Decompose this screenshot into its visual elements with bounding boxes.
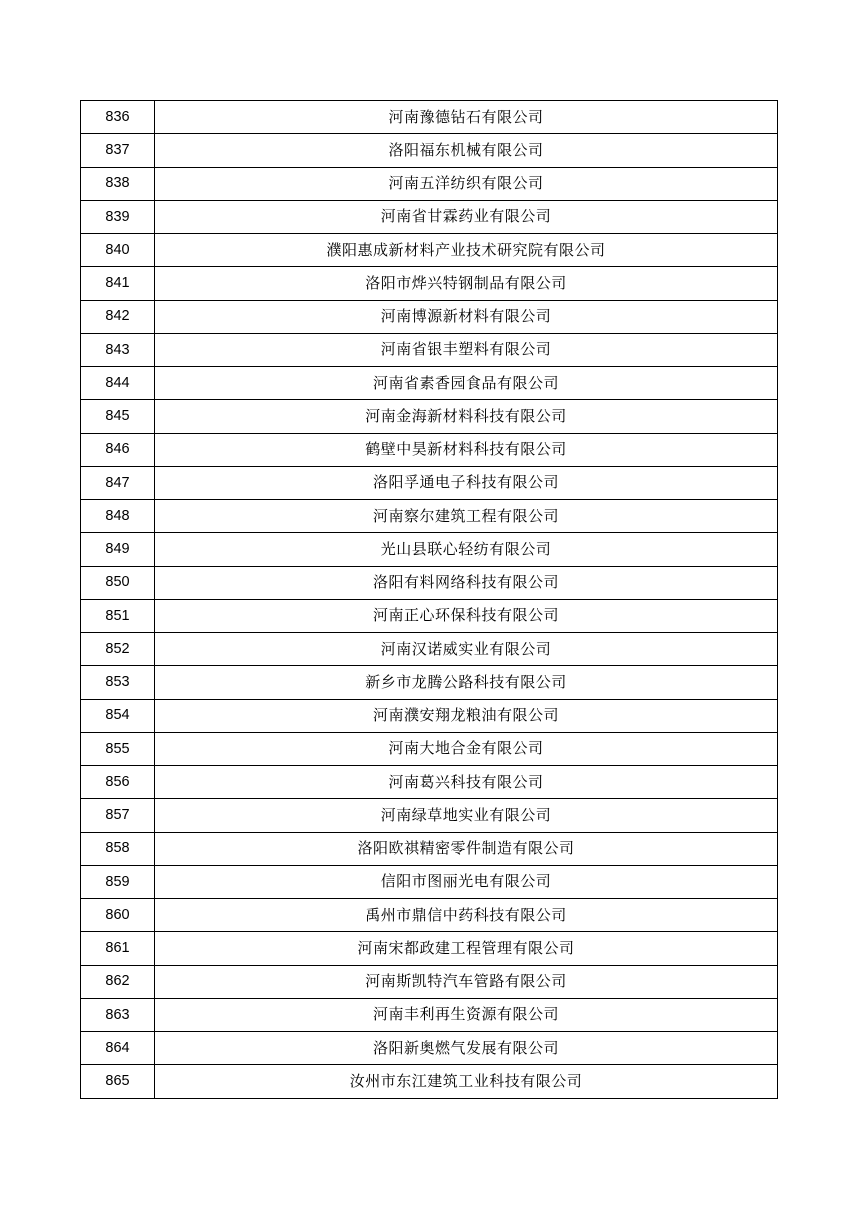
- row-number-cell: 842: [81, 300, 155, 333]
- company-name-cell: 河南绿草地实业有限公司: [155, 799, 778, 832]
- table-row: [81, 633, 778, 666]
- table-row: [81, 267, 778, 300]
- company-name-cell: 河南汉诺威实业有限公司: [155, 633, 778, 666]
- row-number-cell: 851: [81, 599, 155, 632]
- table-row: [81, 965, 778, 998]
- row-number-cell: 863: [81, 998, 155, 1031]
- row-number-cell: 844: [81, 367, 155, 400]
- row-number-cell: 859: [81, 865, 155, 898]
- table-row: [81, 766, 778, 799]
- table-row: [81, 1032, 778, 1065]
- company-name-cell: 河南葛兴科技有限公司: [155, 766, 778, 799]
- table-row: [81, 500, 778, 533]
- company-name-cell: 洛阳福东机械有限公司: [155, 134, 778, 167]
- table-row: [81, 666, 778, 699]
- row-number-cell: 846: [81, 433, 155, 466]
- table-row: [81, 732, 778, 765]
- row-number-cell: 865: [81, 1065, 155, 1098]
- row-number-cell: 837: [81, 134, 155, 167]
- table-row: [81, 433, 778, 466]
- company-name-cell: 洛阳欧祺精密零件制造有限公司: [155, 832, 778, 865]
- company-list-table: [80, 100, 778, 1099]
- company-name-cell: 河南濮安翔龙粮油有限公司: [155, 699, 778, 732]
- row-number-cell: 840: [81, 234, 155, 267]
- table-row: [81, 466, 778, 499]
- company-name-cell: 河南宋都政建工程管理有限公司: [155, 932, 778, 965]
- row-number-cell: 836: [81, 101, 155, 134]
- table-row: [81, 101, 778, 134]
- row-number-cell: 862: [81, 965, 155, 998]
- row-number-cell: 861: [81, 932, 155, 965]
- table-row: [81, 599, 778, 632]
- row-number-cell: 848: [81, 500, 155, 533]
- row-number-cell: 849: [81, 533, 155, 566]
- row-number-cell: 845: [81, 400, 155, 433]
- table-row: [81, 234, 778, 267]
- row-number-cell: 838: [81, 167, 155, 200]
- row-number-cell: 864: [81, 1032, 155, 1065]
- company-name-cell: 河南大地合金有限公司: [155, 732, 778, 765]
- company-name-cell: 濮阳惠成新材料产业技术研究院有限公司: [155, 234, 778, 267]
- table-row: [81, 899, 778, 932]
- table-row: [81, 533, 778, 566]
- company-name-cell: 河南丰利再生资源有限公司: [155, 998, 778, 1031]
- row-number-cell: 857: [81, 799, 155, 832]
- table-row: [81, 799, 778, 832]
- company-name-cell: 信阳市图丽光电有限公司: [155, 865, 778, 898]
- row-number-cell: 860: [81, 899, 155, 932]
- company-name-cell: 洛阳有料网络科技有限公司: [155, 566, 778, 599]
- company-name-cell: 洛阳市烨兴特钢制品有限公司: [155, 267, 778, 300]
- row-number-cell: 856: [81, 766, 155, 799]
- table-row: [81, 865, 778, 898]
- table-row: [81, 167, 778, 200]
- company-name-cell: 河南斯凯特汽车管路有限公司: [155, 965, 778, 998]
- table-row: [81, 832, 778, 865]
- table-row: [81, 932, 778, 965]
- table-row: [81, 998, 778, 1031]
- row-number-cell: 852: [81, 633, 155, 666]
- company-name-cell: 洛阳新奥燃气发展有限公司: [155, 1032, 778, 1065]
- row-number-cell: 853: [81, 666, 155, 699]
- table-row: [81, 200, 778, 233]
- company-name-cell: 河南省甘霖药业有限公司: [155, 200, 778, 233]
- row-number-cell: 854: [81, 699, 155, 732]
- company-name-cell: 河南省银丰塑料有限公司: [155, 333, 778, 366]
- row-number-cell: 850: [81, 566, 155, 599]
- table-row: [81, 333, 778, 366]
- table-row: [81, 566, 778, 599]
- company-name-cell: 河南博源新材料有限公司: [155, 300, 778, 333]
- company-name-cell: 河南省素香园食品有限公司: [155, 367, 778, 400]
- table-body: [81, 101, 778, 1099]
- table-row: [81, 134, 778, 167]
- table-row: [81, 300, 778, 333]
- row-number-cell: 855: [81, 732, 155, 765]
- row-number-cell: 858: [81, 832, 155, 865]
- company-name-cell: 光山县联心轻纺有限公司: [155, 533, 778, 566]
- company-name-cell: 河南正心环保科技有限公司: [155, 599, 778, 632]
- table-row: [81, 699, 778, 732]
- row-number-cell: 843: [81, 333, 155, 366]
- company-name-cell: 河南金海新材料科技有限公司: [155, 400, 778, 433]
- company-name-cell: 鹤壁中昊新材料科技有限公司: [155, 433, 778, 466]
- company-name-cell: 河南察尔建筑工程有限公司: [155, 500, 778, 533]
- company-name-cell: 河南豫德钻石有限公司: [155, 101, 778, 134]
- row-number-cell: 847: [81, 466, 155, 499]
- company-name-cell: 新乡市龙腾公路科技有限公司: [155, 666, 778, 699]
- table-row: [81, 400, 778, 433]
- row-number-cell: 841: [81, 267, 155, 300]
- row-number-cell: 839: [81, 200, 155, 233]
- company-name-cell: 河南五洋纺织有限公司: [155, 167, 778, 200]
- company-name-cell: 禹州市鼎信中药科技有限公司: [155, 899, 778, 932]
- company-name-cell: 洛阳孚通电子科技有限公司: [155, 466, 778, 499]
- table-row: [81, 1065, 778, 1098]
- table-row: [81, 367, 778, 400]
- company-name-cell: 汝州市东江建筑工业科技有限公司: [155, 1065, 778, 1098]
